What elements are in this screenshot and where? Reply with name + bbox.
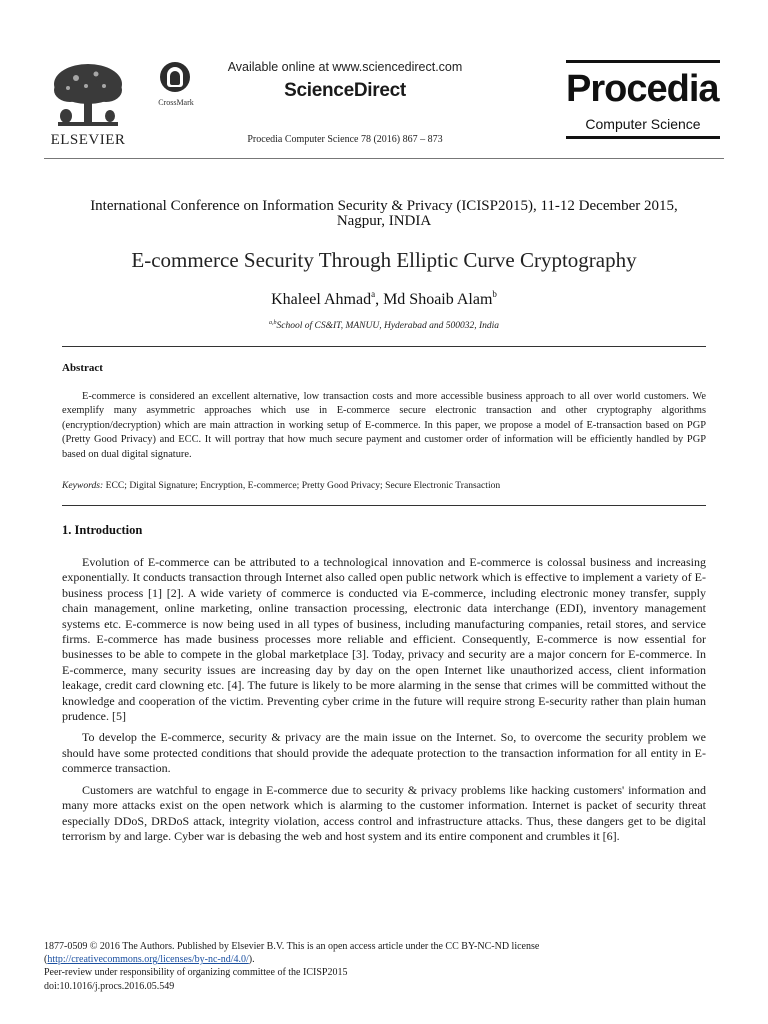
procedia-top-rule: [566, 60, 720, 63]
procedia-bottom-rule: [566, 136, 720, 139]
author-affiliation-mark: b: [492, 289, 497, 299]
license-statement: 1877-0509 © 2016 The Authors. Published by Elsevier B.V. This is an open access article under the CC BY-NC-ND license: [44, 941, 540, 952]
elsevier-logo: [44, 60, 132, 152]
available-online-text: Available online at www.sciencedirect.com: [227, 60, 463, 74]
abstract-text: E-commerce is considered an excellent alternative, low transaction costs and more accessible business approach to all over world customers. We exemplify many asymmetric approaches which use in E-commerce secure electronic transaction and other cryptography algorithms (encryption/decryption) which are main attraction in working setup of E-commerce. In this paper, we propose a model of E-transaction based on PGP (Pretty Good Privacy) and ECC. It will portray that how much secure payment and customer order of information will be efficiently handled by PGP based on dual digital signature.: [62, 391, 706, 460]
journal-reference: Procedia Computer Science 78 (2016) 867 – 873: [247, 134, 443, 145]
affiliation-text: School of CS&IT, MANUU, Hyderabad and 500032, India: [276, 321, 500, 331]
publisher-name: ELSEVIER: [50, 132, 126, 148]
conference-line-2: Nagpur, INDIA: [336, 213, 432, 229]
peer-review-statement: Peer-review under responsibility of organizing committee of the ICISP2015: [44, 967, 348, 979]
intro-paragraph: Customers are watchful to engage in E-commerce due to security & privacy problems like hacking customers' information and many more attacks exist on the open network which is alarming to the customer information. Internet is packet of security threat especially DDoS, DRDoS attack, integrity violation, access control and infrastructure attacks. Thus, these dangers get to be digital terrorism by and large. Cyber war is debasing the web and host system and its entire component and crumbles it [6].: [62, 782, 706, 843]
author-separator: ,: [375, 291, 384, 308]
author-affiliation-mark: a: [371, 289, 376, 299]
affiliation: [44, 320, 724, 331]
doi[interactable]: doi:10.1016/j.procs.2016.05.549: [44, 980, 175, 992]
footer: [44, 940, 724, 993]
keywords-text: ECC; Digital Signature; Encryption, E-commerce; Pretty Good Privacy; Secure Electronic Transaction: [105, 480, 501, 491]
license-paren-open: (: [44, 954, 48, 966]
abstract-heading: Abstract: [62, 362, 103, 374]
crossmark-badge[interactable]: [150, 62, 202, 112]
license-link[interactable]: http://creativecommons.org/licenses/by-nc-nd/4.0/: [47, 954, 249, 966]
procedia-wordmark: Procedia: [566, 68, 719, 110]
header-divider: [44, 158, 724, 159]
conference-line-1: International Conference on Information Security & Privacy (ICISP2015), 11-12 December 2015,: [90, 198, 678, 214]
crossmark-label: CrossMark: [158, 98, 194, 107]
license-link-line: [44, 953, 724, 966]
license-paren-close: ).: [248, 954, 255, 966]
paper-title: E-commerce Security Through Elliptic Curve Cryptography: [131, 248, 637, 272]
introduction-body: [62, 555, 706, 844]
sciencedirect-logo: ScienceDirect: [284, 80, 406, 101]
procedia-logo: [566, 60, 720, 140]
abstract-top-rule: [62, 346, 706, 347]
author-list: [44, 289, 724, 309]
introduction-heading: 1. Introduction: [62, 523, 143, 537]
keywords-label: Keywords:: [62, 480, 104, 491]
author-name: Md Shoaib Alam: [383, 291, 493, 308]
conference-info: [44, 199, 724, 229]
abstract-bottom-rule: [62, 505, 706, 506]
intro-paragraph: Evolution of E-commerce can be attributed to a technological innovation and E-commerce is colossal business and increasing exponentially. It conducts transaction through Internet also called open public network which is effective to implement a variety of E-business process [1] [2]. A wide variety of commerce is conducted via E-commerce, including electronic money transfer, supply chain management, online marketing, online transaction processing, electronic data interchange (EDI), inventory management systems etc. E-commerce is now being used in all types of business, including manufacturing companies, retail stores, and service firms. E-commerce has made business processes more reliable and efficient. Consequently, E-commerce is now essential for businesses to be able to compete in the global marketplace [3]. Today, privacy and security are a major concern for E-commerce. In E-commerce, many security issues are increasing day by day on the open Internet like unauthorized access, client information leakage, credit card clowning etc. [4]. The future is likely to be more alarming in the sense that crimes will be committed without the knowledge and cooperation of the victim. Preventing cyber crime in the future will require strong E-security rather than plain human prudence. [5]: [62, 555, 706, 724]
procedia-subtitle: Computer Science: [585, 116, 701, 132]
elsevier-tree-icon: [48, 60, 128, 132]
intro-paragraph: To develop the E-commerce, security & privacy are the main issue on the Internet. So, to overcome the security problem we should have some protected conditions that should provide the adequate protection to the transaction information for all entity in E-commerce transaction.: [62, 730, 706, 776]
keywords: [62, 480, 706, 491]
affiliation-mark: a,b: [268, 320, 277, 326]
author-name: Khaleel Ahmad: [271, 291, 372, 308]
